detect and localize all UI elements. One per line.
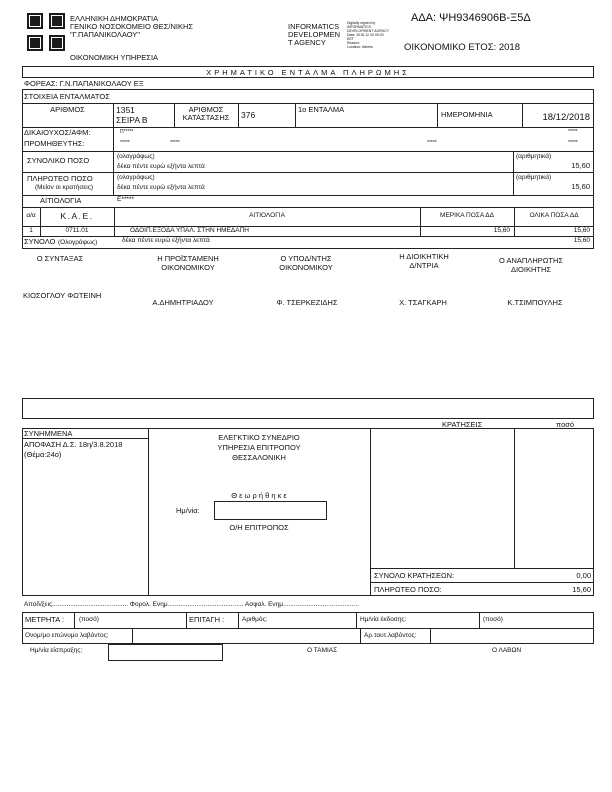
supplier-label: ΠΡΟΜΗΘΕΥΤΗΣ: xyxy=(24,139,85,148)
signature-small-5: EET xyxy=(347,37,354,41)
beneficiary-label: ΔΙΚΑΙΟΥΧΟΣ/ΑΦΜ: xyxy=(24,128,91,137)
org-line1: ΕΛΛΗΝΙΚΗ ΔΗΜΟΚΡΑΤΙΑ xyxy=(70,14,159,23)
signature-small-4: Date: 2018.12.19 09:23 xyxy=(347,33,384,37)
supplier-v1: ***** xyxy=(120,140,130,146)
deductions-total-value: 0,00 xyxy=(576,571,591,580)
beneficiary-value: Π***** xyxy=(120,129,134,135)
date-value: 18/12/2018 xyxy=(542,112,590,123)
payable-num: 15,60 xyxy=(571,182,590,191)
name-anapl: Κ.ΤΣΙΜΠΟΥΛΗΣ xyxy=(507,298,563,307)
deductions-payable-value: 15,60 xyxy=(572,585,591,594)
collection-date-field[interactable] xyxy=(108,644,223,661)
audit-date-field[interactable] xyxy=(214,501,327,520)
total-label: ΣΥΝΟΛΙΚΟ ΠΟΣΟ xyxy=(27,156,90,165)
supplier-v2: ***** xyxy=(170,140,180,146)
deductions-payable-label: ΠΛΗΡΩΤΕΟ ΠΟΣΟ: xyxy=(374,585,442,594)
signature-small-3: DEVELOPMENT AGENCY xyxy=(347,29,389,33)
sum-words: δέκα πέντε ευρώ εξήντα λεπτά xyxy=(122,237,210,244)
role-proist-1: Η ΠΡΟΪΣΤΑΜΕΝΗ xyxy=(157,254,219,263)
receiver-name-label: Ονομ/μο επώνυμο λαβόντος: xyxy=(25,632,109,639)
section-title: ΣΤΟΙΧΕΙΑ ΕΝΤΑΛΜΑΤΟΣ xyxy=(24,92,110,101)
service-name: ΟΙΚΟΝΟΜΙΚΗ ΥΠΗΡΕΣΙΑ xyxy=(70,53,159,62)
cashier-label: Ο ΤΑΜΙΑΣ xyxy=(307,647,338,654)
audit-seen: Θ ε ω ρ ή θ η κ ε xyxy=(231,491,287,500)
role-proist-2: ΟΙΚΟΝΟΜΙΚΟΥ xyxy=(161,263,215,272)
attachments-line1: ΑΠΟΦΑΣΗ Δ.Σ. 18η/3.8.2018 xyxy=(24,440,123,449)
payable-label: ΠΛΗΡΩΤΕΟ ΠΟΣΟ xyxy=(27,174,93,183)
catastasi-label-2: ΚΑΤΑΣΤΑΣΗΣ xyxy=(182,113,230,122)
sum-words-label: (Ολογράφως) xyxy=(58,239,98,246)
payable-sub: (Μείον οι κρατήσεις) xyxy=(35,184,93,191)
date-label: ΗΜΕΡΟΜΗΝΙΑ xyxy=(441,110,493,119)
sum-label: ΣΥΝΟΛΟ xyxy=(24,237,56,246)
cash-label: ΜΕΤΡΗΤΑ : xyxy=(25,615,65,624)
audit-commissioner: Ο/Η ΕΠΙΤΡΟΠΟΣ xyxy=(229,523,289,532)
row-total: 15,60 xyxy=(573,227,590,234)
order-number-label: ΑΡΙΘΜΟΣ xyxy=(50,105,85,114)
role-ypodnt-2: ΟΙΚΟΝΟΜΙΚΟΥ xyxy=(279,263,333,272)
order-number-value: 1351 xyxy=(116,105,135,115)
check-issue-date: Ημ/νία έκδοσης: xyxy=(360,616,407,623)
sum-total: 15,60 xyxy=(573,237,590,244)
receiver-label: Ο ΛΑΒΩΝ xyxy=(492,647,522,654)
signature-small-7: Location: Athens xyxy=(347,45,373,49)
audit-line2: ΥΠΗΡΕΣΙΑ ΕΠΙΤΡΟΠΟΥ xyxy=(217,443,301,452)
deductions-header: ΚΡΑΤΗΣΕΙΣ xyxy=(442,420,483,429)
hospital-logo xyxy=(27,13,65,51)
collection-date-label: Ημ/νία είσπραξης: xyxy=(30,647,83,654)
catastasi-value: 376 xyxy=(241,110,256,120)
receiver-id-label: Αρ.ταυτ.λαβόντος: xyxy=(364,632,417,639)
row-reason: ΟΔΟΙΠ.ΕΞΟΔΑ ΥΠΑΛ. ΣΤΗΝ ΗΜΕΔΑΠΗ xyxy=(130,227,249,234)
empty-box xyxy=(22,398,594,419)
total-words-label: (ολογράφως) xyxy=(117,153,155,160)
total-num: 15,60 xyxy=(571,161,590,170)
check-label: ΕΠΙΤΑΓΗ : xyxy=(189,615,225,624)
name-dioik: Χ. ΤΣΑΓΚΑΡΗ xyxy=(399,298,447,307)
audit-line1: ΕΛΕΓΚΤΙΚΟ ΣΥΝΕΔΡΙΟ xyxy=(218,433,300,442)
informatics-line3: T AGENCY xyxy=(288,38,326,47)
row-aa: 1 xyxy=(29,227,33,234)
fiscal-year: ΟΙΚΟΝΟΜΙΚΟ ΕΤΟΣ: 2018 xyxy=(404,42,520,53)
col-partial: ΜΕΡΙΚΑ ΠΟΣΑ ΔΔ xyxy=(440,212,494,219)
row-partial: 15,60 xyxy=(493,227,510,234)
col-aa: α/α xyxy=(26,212,36,219)
role-dioik-1: Η ΔΙΟΙΚΗΤΙΚΗ xyxy=(399,252,449,261)
payable-words-label: (ολογράφως) xyxy=(117,174,155,181)
col-reason: ΑΙΤΙΟΛΟΓΙΑ xyxy=(249,212,285,219)
role-syntaxas: Ο ΣΥΝΤΑΞΑΣ xyxy=(36,254,84,263)
foreas: ΦΟΡΕΑΣ: Γ.Ν.ΠΑΠΑΝΙΚΟΛΑΟΥ ΕΞ xyxy=(24,79,144,88)
col-kae: Κ.Α.Ε. xyxy=(60,211,94,221)
check-amount: (ποσό) xyxy=(483,616,503,623)
ada-code: ΑΔΑ: ΨΗ9346906Β-Ξ5Δ xyxy=(411,12,531,24)
signature-small-2: INFORMATICS xyxy=(347,25,371,29)
footer-docs-line: Αποδ/ξεις.......................................... Φορολ. Ενημ.......................................... Ασφαλ. Ενημ.......................................... xyxy=(24,601,359,608)
role-dioik-2: Δ/ΝΤΡΙΑ xyxy=(409,261,439,270)
informatics-line1: INFORMATICS xyxy=(288,22,340,31)
org-line2: ΓΕΝΙΚΟ ΝΟΣΟΚΟΜΕΙΟ ΘΕΣ/ΝΙΚΗΣ xyxy=(70,22,194,31)
name-syntaxas: ΚΙΟΣΟΓΛΟΥ ΦΩΤΕΙΝΗ xyxy=(23,291,102,300)
supplier-v3: ***** xyxy=(427,140,437,146)
catastasi-label-1: ΑΡΙΘΜΟΣ xyxy=(188,105,224,114)
audit-line3: ΘΕΣΣΑΛΟΝΙΚΗ xyxy=(232,453,286,462)
beneficiary-right: ***** xyxy=(568,129,578,135)
col-total: ΟΛΙΚΑ ΠΟΣΑ ΔΔ xyxy=(529,212,579,219)
document-title: ΧΡΗΜΑΤΙΚΟ ΕΝΤΑΛΜΑ ΠΛΗΡΩΜΗΣ xyxy=(206,67,410,77)
deductions-amount-header: ποσό xyxy=(556,420,575,429)
reason-label: ΑΙΤΙΟΛΟΓΙΑ xyxy=(40,196,82,205)
name-ypodnt: Φ. ΤΣΕΡΚΕΖΙΔΗΣ xyxy=(276,298,338,307)
role-ypodnt-1: Ο ΥΠΟΔ/ΝΤΗΣ xyxy=(280,254,332,263)
informatics-line2: DEVELOPMEN xyxy=(288,30,341,39)
payable-num-label: (αριθμητικά) xyxy=(516,174,552,181)
role-anapl-2: ΔΙΟΙΚΗΤΗΣ xyxy=(510,265,552,274)
order-series-value: ΣΕΙΡΑ Β xyxy=(116,115,148,125)
org-line3: "Γ.ΠΑΠΑΝΙΚΟΛΑΟΥ" xyxy=(70,30,140,39)
row-kae: 0711.01 xyxy=(65,227,89,234)
name-proist: Α.ΔΗΜΗΤΡΙΑΔΟΥ xyxy=(152,298,214,307)
audit-date-label: Ημ/νία: xyxy=(176,506,200,515)
reason-value: Ε***** xyxy=(117,196,134,203)
total-words: δέκα πέντε ευρώ εξήντα λεπτά xyxy=(117,163,205,170)
role-anapl-1: Ο ΑΝΑΠΛΗΡΩΤΗΣ xyxy=(498,256,563,265)
payable-words: δέκα πέντε ευρώ εξήντα λεπτά xyxy=(117,184,205,191)
attachments-label: ΣΥΝΗΜΜΕΝΑ xyxy=(24,429,73,438)
attachments-line2: (Θέμα:24ο) xyxy=(24,450,62,459)
total-num-label: (αριθμητικά) xyxy=(516,153,552,160)
entalma-label: 1ο ΕΝΤΑΛΜΑ xyxy=(298,105,345,114)
cash-amount: (ποσό) xyxy=(79,616,99,623)
supplier-v4: ***** xyxy=(568,140,578,146)
signature-small-1: Digitally signed by xyxy=(347,21,376,25)
deductions-total-label: ΣΥΝΟΛΟ ΚΡΑΤΗΣΕΩΝ: xyxy=(374,571,455,580)
check-number: Αριθμός: xyxy=(242,616,268,623)
signature-small-6: Reason: xyxy=(347,41,361,45)
